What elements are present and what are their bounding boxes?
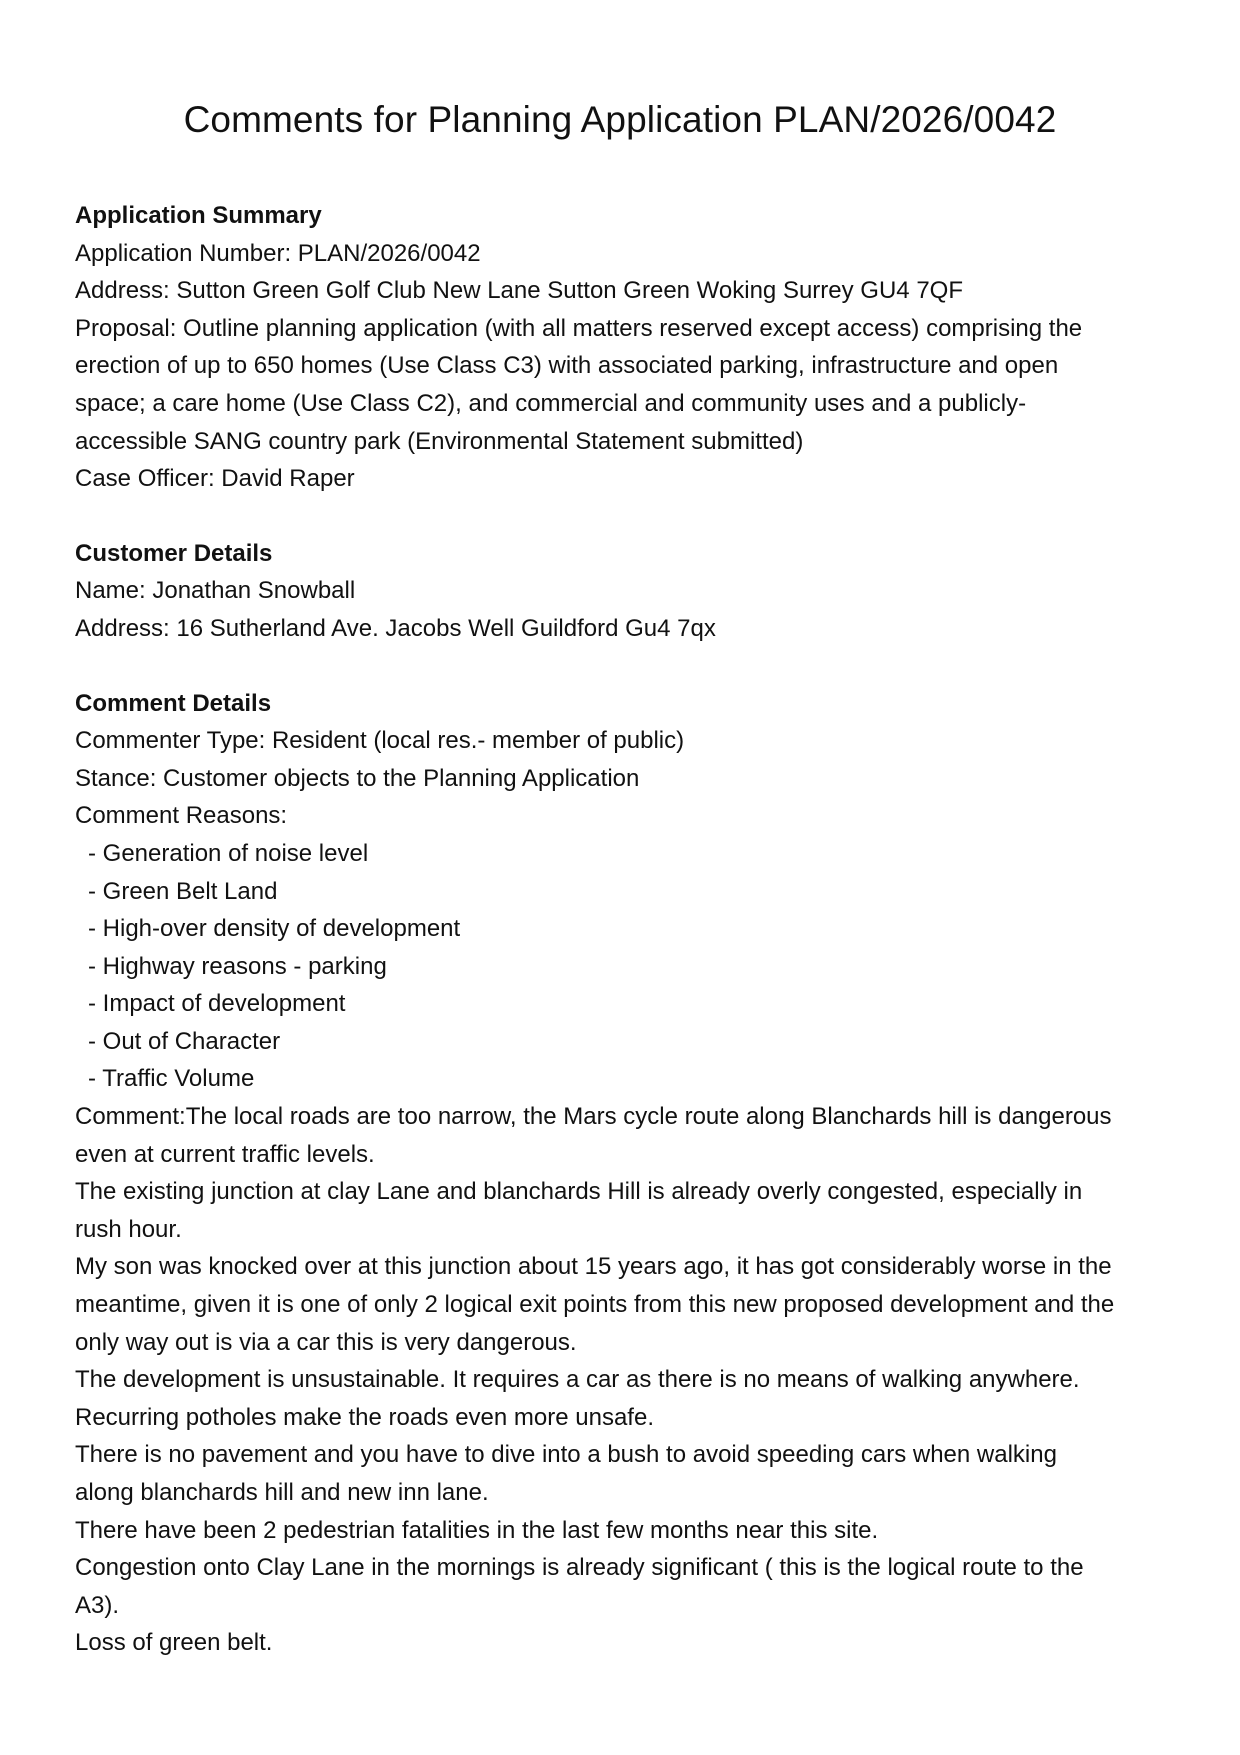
- comment-line: There have been 2 pedestrian fatalities in the last few months near this site.: [75, 1516, 879, 1544]
- comment-reason-item: - Out of Character: [88, 1027, 281, 1055]
- comment-reason-item: - Impact of development: [88, 990, 346, 1018]
- comment-line: The development is unsustainable. It requires a car as there is no means of walking anywhere.: [75, 1366, 1080, 1394]
- application-number: Application Number: PLAN/2026/0042: [75, 239, 481, 267]
- proposal-line: erection of up to 650 homes (Use Class C3) with associated parking, infrastructure and open: [75, 352, 1059, 380]
- comment-line: Recurring potholes make the roads even more unsafe.: [75, 1403, 654, 1431]
- comment-reason-item: - Traffic Volume: [88, 1065, 255, 1093]
- comment-line: even at current traffic levels.: [75, 1140, 375, 1168]
- customer-name: Name: Jonathan Snowball: [75, 577, 356, 605]
- comment-line: along blanchards hill and new inn lane.: [75, 1479, 489, 1506]
- comment-body: [75, 1098, 1170, 1662]
- customer-details-heading: Customer Details: [75, 539, 273, 567]
- comment-reason-item: - Generation of noise level: [88, 839, 369, 867]
- application-summary-section: [75, 197, 1165, 498]
- customer-details-section: [75, 535, 1165, 648]
- comment-details-heading: Comment Details: [75, 689, 272, 717]
- comment-reason-item: - High-over density of development: [88, 915, 461, 943]
- comment-reason-item: - Highway reasons - parking: [88, 952, 387, 980]
- proposal-line: Proposal: Outline planning application (with all matters reserved except access) comprising the: [75, 314, 1083, 342]
- comment-line: Loss of green belt.: [75, 1629, 273, 1657]
- customer-address: Address: 16 Sutherland Ave. Jacobs Well Guildford Gu4 7qx: [75, 614, 716, 642]
- stance: Stance: Customer objects to the Planning Application: [75, 764, 640, 792]
- application-summary-heading: Application Summary: [75, 202, 322, 229]
- comment-line: Comment:The local roads are too narrow, the Mars cycle route along Blanchards hill is dangerous: [75, 1103, 1112, 1131]
- comment-line: rush hour.: [75, 1215, 182, 1243]
- application-address: Address: Sutton Green Golf Club New Lane Sutton Green Woking Surrey GU4 7QF: [75, 277, 963, 305]
- page-title: Comments for Planning Application PLAN/2026/0042: [183, 99, 1057, 140]
- comment-line: Congestion onto Clay Lane in the mornings is already significant ( this is the logical route to the: [75, 1554, 1084, 1582]
- comment-details-section: [75, 685, 1165, 1662]
- comment-line: only way out is via a car this is very dangerous.: [75, 1328, 577, 1356]
- comment-line: My son was knocked over at this junction about 15 years ago, it has got considerably worse in the: [75, 1253, 1112, 1281]
- comment-reasons-label: Comment Reasons:: [75, 802, 288, 830]
- comment-line: A3).: [75, 1591, 120, 1619]
- case-officer: Case Officer: David Raper: [75, 465, 355, 493]
- proposal-line: accessible SANG country park (Environmental Statement submitted): [75, 427, 804, 455]
- comment-line: meantime, given it is one of only 2 logical exit points from this new proposed development and the: [75, 1291, 1115, 1319]
- commenter-type: Commenter Type: Resident (local res.- member of public): [75, 727, 685, 755]
- comment-reason-item: - Green Belt Land: [88, 877, 278, 905]
- comment-line: The existing junction at clay Lane and blanchards Hill is already overly congested, especially in: [75, 1178, 1083, 1206]
- comment-line: There is no pavement and you have to dive into a bush to avoid speeding cars when walking: [75, 1441, 1057, 1469]
- proposal-line: space; a care home (Use Class C2), and commercial and community uses and a publicly-: [75, 389, 1027, 417]
